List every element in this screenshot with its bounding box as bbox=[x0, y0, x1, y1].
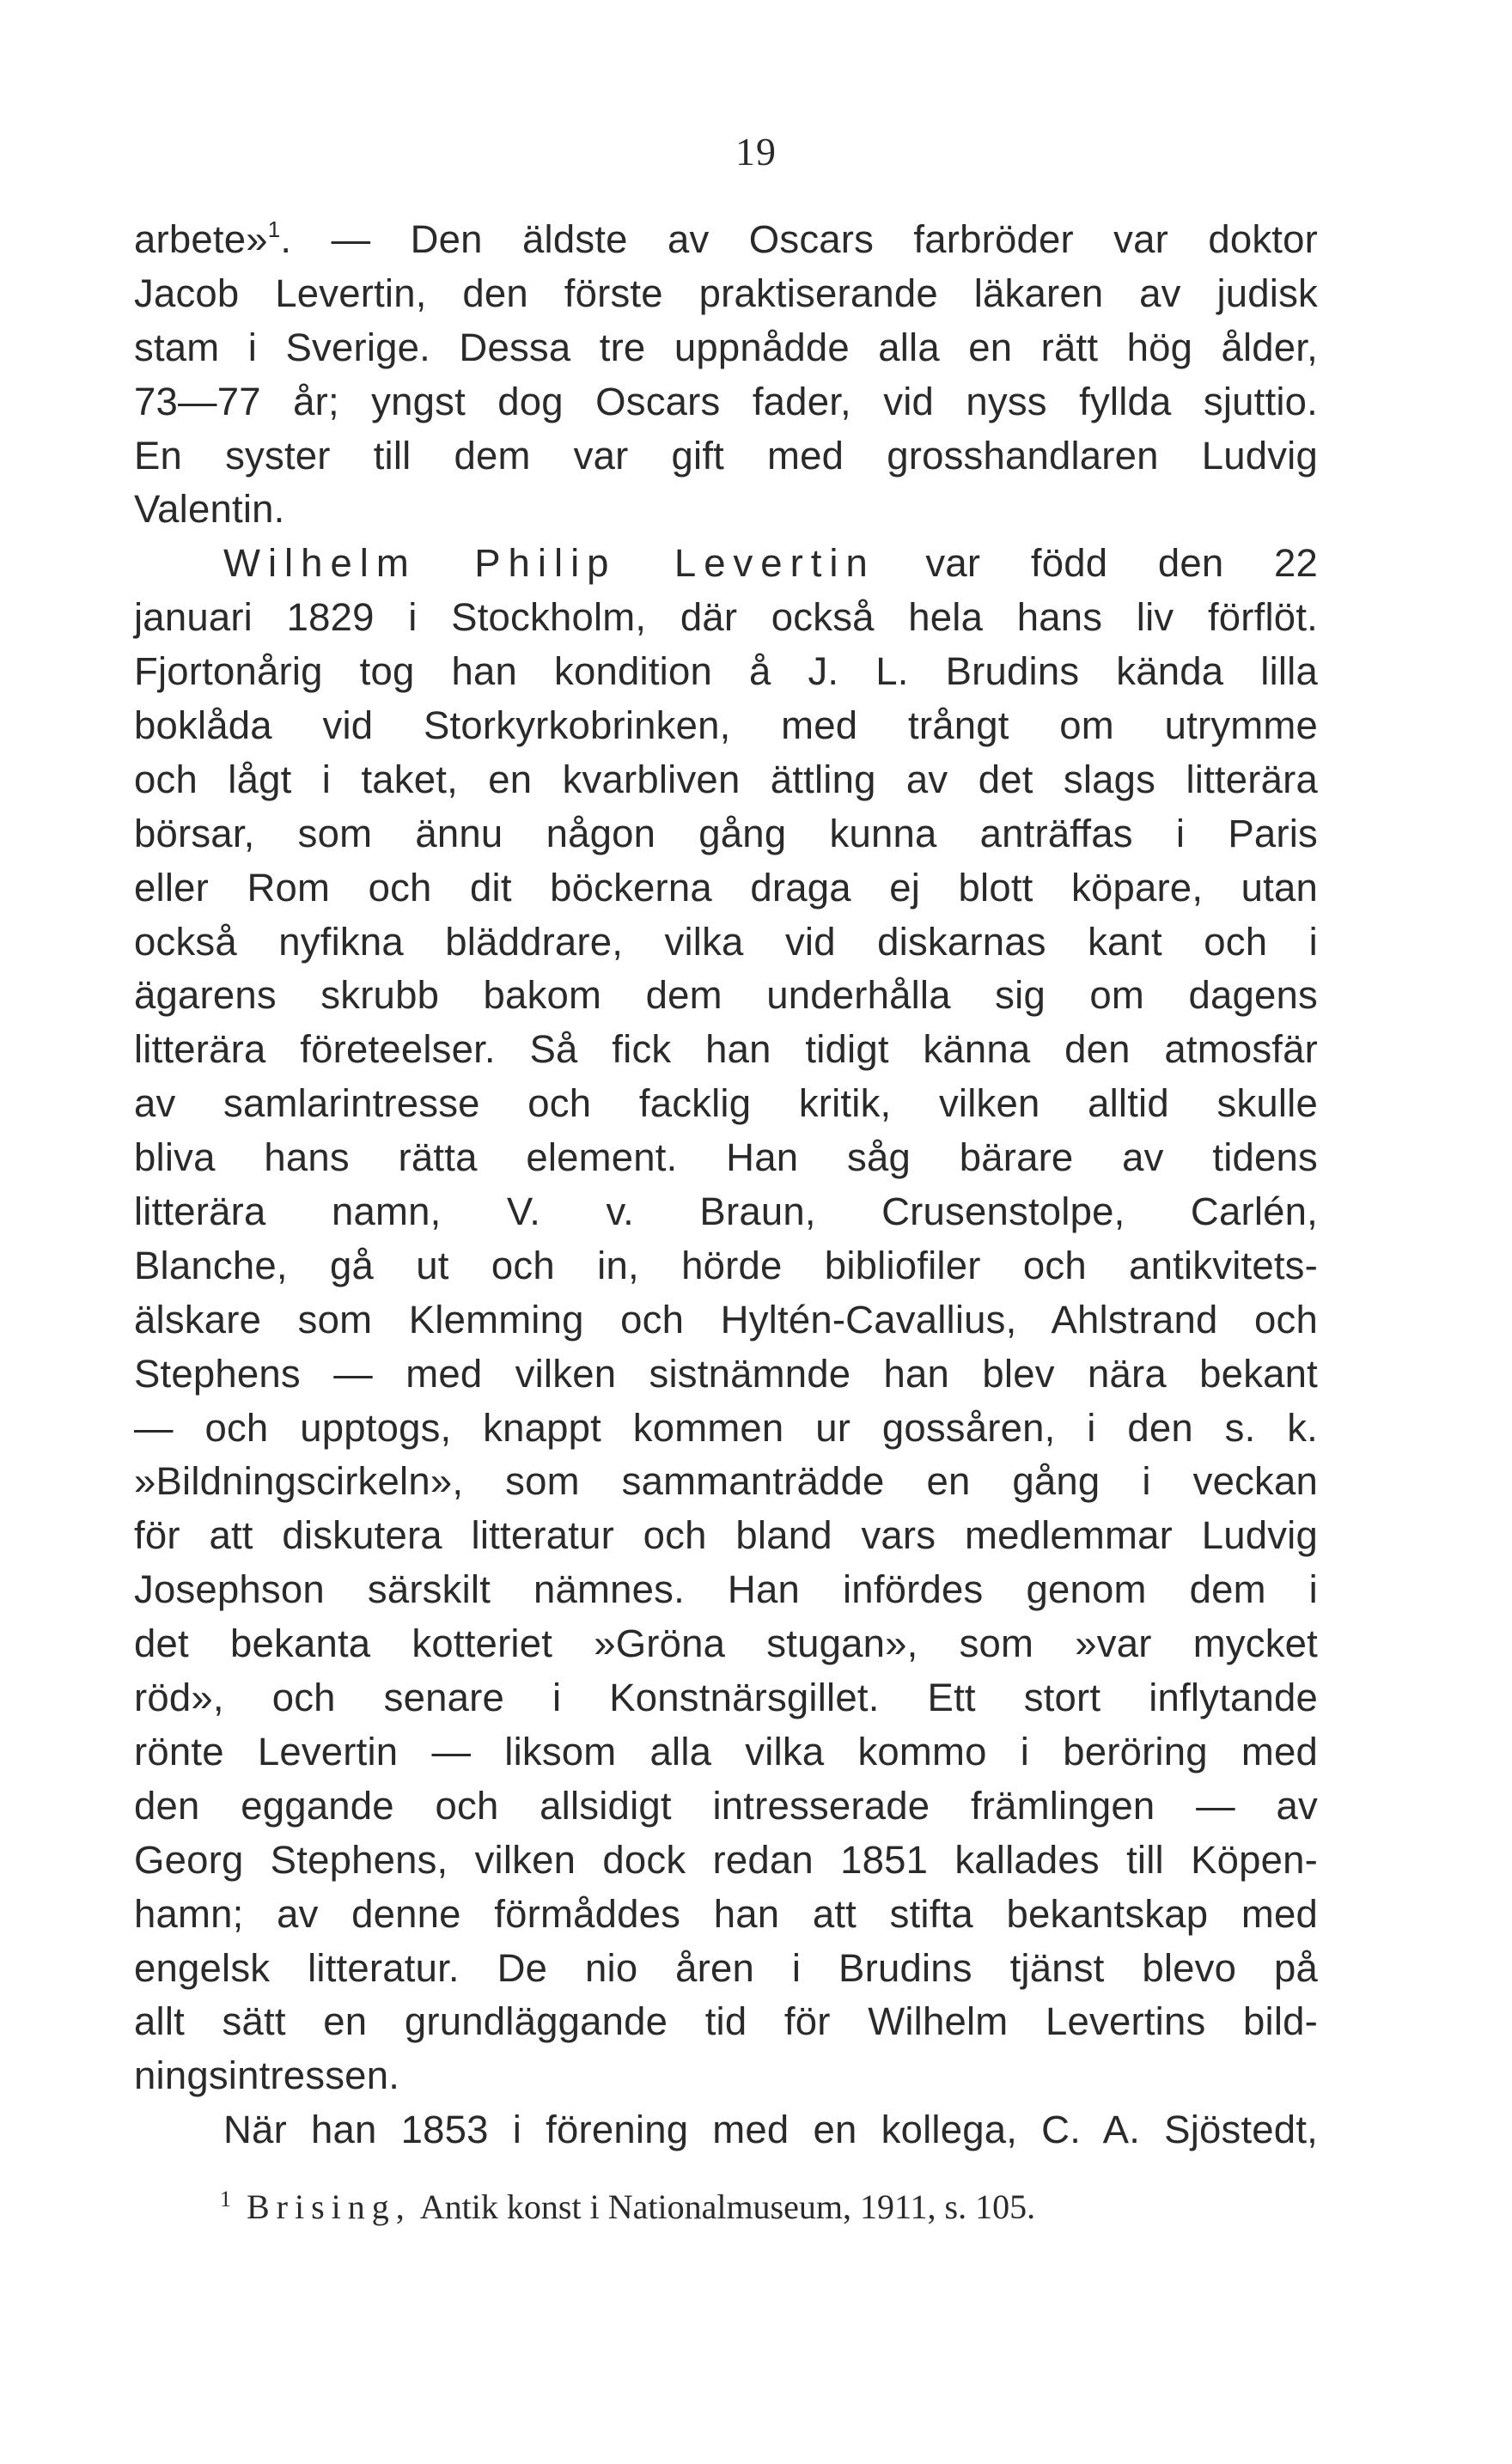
text-line: Stephens — med vilken sistnämnde han blev nära bekant bbox=[134, 1351, 1318, 1396]
text-line: av samlarintresse och facklig kritik, vilken alltid skulle bbox=[134, 1081, 1318, 1126]
footnote-author: Brising, bbox=[247, 2187, 412, 2226]
text-line: hamn; av denne förmåddes han att stifta bekantskap med bbox=[134, 1891, 1318, 1936]
text-line: Jacob Levertin, den förste praktiserande läkaren av judisk bbox=[134, 271, 1318, 315]
text-line bbox=[134, 537, 1318, 591]
text-line: också nyfikna bläddrare, vilka vid diskarnas kant och i bbox=[134, 919, 1318, 964]
text-line: En syster till dem var gift med grosshandlaren Ludvig bbox=[134, 433, 1318, 478]
text-line: älskare som Klemming och Hyltén-Cavallius, Ahlstrand och bbox=[134, 1297, 1318, 1342]
text-line: bliva hans rätta element. Han såg bärare av tidens bbox=[134, 1135, 1318, 1180]
text-line: När han 1853 i förening med en kollega, C. A. Sjöstedt, bbox=[223, 2108, 1318, 2152]
footnote-mark: 1 bbox=[220, 2187, 231, 2212]
text-line: Georg Stephens, vilken dock redan 1851 kallades till Köpen- bbox=[134, 1837, 1318, 1882]
text-line: den eggande och allsidigt intresserade främlingen — av bbox=[134, 1783, 1318, 1828]
text-line: rönte Levertin — liksom alla vilka kommo i beröring med bbox=[134, 1729, 1318, 1773]
text-line: röd», och senare i Konstnärsgillet. Ett stort inflytande bbox=[134, 1676, 1318, 1720]
text-line: litterära företeelser. Så fick han tidigt känna den atmosfär bbox=[134, 1027, 1318, 1072]
text-line: för att diskutera litteratur och bland vars medlemmar Ludvig bbox=[134, 1513, 1318, 1558]
text-line bbox=[134, 213, 1318, 267]
text-line: det bekanta kotteriet »Gröna stugan», som »var mycket bbox=[134, 1621, 1318, 1666]
text-line: eller Rom och dit böckerna draga ej blott köpare, utan bbox=[134, 865, 1318, 910]
text-line: »Bildningscirkeln», som sammanträdde en gång i veckan bbox=[134, 1459, 1318, 1504]
text-fragment: . — Den äldste av Oscars farbröder var doktor bbox=[280, 217, 1318, 261]
text-line: litterära namn, V. v. Braun, Crusenstolpe, Carlén, bbox=[134, 1189, 1318, 1234]
text-line: allt sätt en grundläggande tid för Wilhelm Levertins bild- bbox=[134, 1999, 1318, 2044]
footnote-reference: 1 bbox=[267, 216, 281, 242]
text-line: Valentin. bbox=[134, 487, 285, 532]
text-line: stam i Sverige. Dessa tre uppnådde alla en rätt hög ålder, bbox=[134, 325, 1318, 369]
spaced-name: Wilhelm Philip Levertin bbox=[223, 541, 875, 586]
text-line: Blanche, gå ut och in, hörde bibliofiler och antikvitets- bbox=[134, 1243, 1318, 1287]
page-number: 19 bbox=[735, 130, 777, 173]
text-fragment: arbete» bbox=[134, 217, 268, 261]
text-fragment: var född den 22 bbox=[875, 541, 1318, 586]
text-line: januari 1829 i Stockholm, där också hela hans liv förflöt. bbox=[134, 595, 1318, 640]
text-line: Josephson särskilt nämnes. Han infördes genom dem i bbox=[134, 1567, 1318, 1612]
text-line: och lågt i taket, en kvarbliven ättling av det slags litterära bbox=[134, 757, 1318, 801]
text-line: — och upptogs, knappt kommen ur gossåren, i den s. k. bbox=[134, 1405, 1318, 1450]
text-line: börsar, som ännu någon gång kunna anträffas i Paris bbox=[134, 811, 1318, 855]
text-line: ningsintressen. bbox=[134, 2053, 400, 2098]
footnote-text: Antik konst i Nationalmuseum, 1911, s. 105. bbox=[419, 2187, 1036, 2226]
text-line: Fjortonårig tog han kondition å J. L. Brudins kända lilla bbox=[134, 649, 1318, 694]
footnote bbox=[220, 2186, 1035, 2229]
body-text bbox=[134, 213, 1318, 2157]
text-line: engelsk litteratur. De nio åren i Brudins tjänst blevo på bbox=[134, 1945, 1318, 1990]
text-line: ägarens skrubb bakom dem underhålla sig om dagens bbox=[134, 973, 1318, 1018]
text-line: 73—77 år; yngst dog Oscars fader, vid nyss fyllda sjuttio. bbox=[134, 379, 1318, 423]
text-line: boklåda vid Storkyrkobrinken, med trångt om utrymme bbox=[134, 703, 1318, 748]
